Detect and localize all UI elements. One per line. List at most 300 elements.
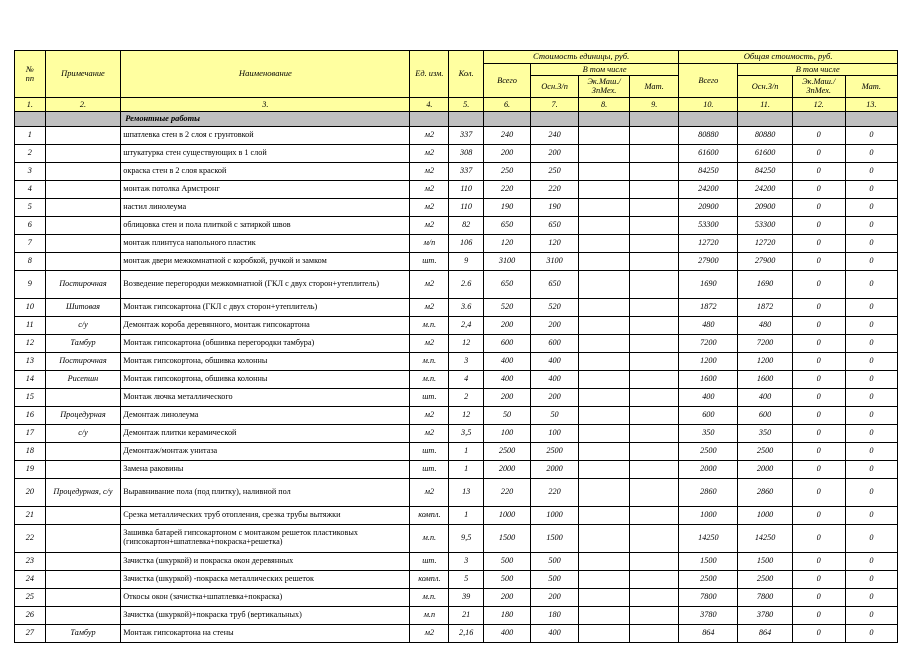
row-cell-unit-total: 500	[484, 552, 531, 570]
row-cell-note	[45, 234, 121, 252]
row-cell-unit: шт.	[410, 388, 449, 406]
row-cell-total-total: 1000	[679, 506, 738, 524]
row-cell-unit-total: 220	[484, 180, 531, 198]
row-cell-note	[45, 180, 121, 198]
row-cell-unit-total: 200	[484, 588, 531, 606]
row-cell-total-total: 61600	[679, 144, 738, 162]
row-cell-total-mash: 0	[792, 198, 845, 216]
row-cell-total-mash: 0	[792, 370, 845, 388]
row-cell-description: Демонтаж линолеума	[121, 406, 410, 424]
row-cell-no: 18	[15, 442, 46, 460]
table-row	[15, 198, 898, 216]
row-cell-description: Монтаж гипсокартона (ГКЛ с двух сторон+утеплитель)	[121, 298, 410, 316]
row-cell-unit-osn-zp: 220	[531, 180, 579, 198]
row-cell-description: Зачистка (шкуркой) -покраска металлических решеток	[121, 570, 410, 588]
colnum-13: 13.	[845, 97, 897, 111]
row-cell-unit-mat	[630, 370, 679, 388]
row-cell-unit-mash	[579, 234, 630, 252]
row-cell-no: 15	[15, 388, 46, 406]
row-cell-quantity: 2	[449, 388, 484, 406]
row-cell-description: Зашивка батарей гипсокартоном с монтажом решеток пластиковых (гипсокартон+шпатлевка+покраска+решетка)	[121, 524, 410, 552]
row-cell-unit: м2	[410, 298, 449, 316]
row-cell-total-total: 1690	[679, 270, 738, 298]
row-cell-total-mat: 0	[845, 144, 897, 162]
row-cell-quantity: 106	[449, 234, 484, 252]
row-cell-unit-total: 190	[484, 198, 531, 216]
section-cell-t-all	[679, 111, 738, 126]
row-cell-unit-mat	[630, 298, 679, 316]
row-cell-unit-osn-zp: 520	[531, 298, 579, 316]
section-header-row	[15, 111, 898, 126]
section-cell-t-mat	[845, 111, 897, 126]
row-cell-unit-mat	[630, 234, 679, 252]
row-cell-unit: м2	[410, 334, 449, 352]
row-cell-total-mash: 0	[792, 234, 845, 252]
table-row	[15, 334, 898, 352]
header-unit-osn-zp: Осн.З/п	[531, 76, 579, 98]
row-cell-total-total: 3780	[679, 606, 738, 624]
row-cell-total-mash: 0	[792, 588, 845, 606]
header-group-total-cost: Общая стоимость, руб.	[679, 51, 898, 64]
row-cell-total-mash: 0	[792, 606, 845, 624]
row-cell-quantity: 13	[449, 478, 484, 506]
row-cell-unit-mash	[579, 316, 630, 334]
colnum-1: 1.	[15, 97, 46, 111]
row-cell-no: 24	[15, 570, 46, 588]
row-cell-unit: м.п.	[410, 352, 449, 370]
row-cell-note	[45, 252, 121, 270]
row-cell-quantity: 9	[449, 252, 484, 270]
row-cell-quantity: 2,4	[449, 316, 484, 334]
row-cell-total-mash: 0	[792, 180, 845, 198]
row-cell-total-mat: 0	[845, 478, 897, 506]
row-cell-total-mash: 0	[792, 298, 845, 316]
row-cell-unit-total: 400	[484, 352, 531, 370]
table-row	[15, 234, 898, 252]
header-unit-mash-line1: Эк.Маш./	[587, 77, 621, 87]
row-cell-total-osn-zp: 84250	[738, 162, 792, 180]
row-cell-total-total: 7200	[679, 334, 738, 352]
colnum-11: 11.	[738, 97, 792, 111]
row-cell-note	[45, 126, 121, 144]
row-cell-total-mat: 0	[845, 442, 897, 460]
row-cell-total-total: 2860	[679, 478, 738, 506]
row-cell-unit-mash	[579, 180, 630, 198]
row-cell-unit-osn-zp: 600	[531, 334, 579, 352]
row-cell-unit-total: 220	[484, 478, 531, 506]
row-cell-unit-total: 200	[484, 144, 531, 162]
row-cell-unit-mat	[630, 270, 679, 298]
row-cell-total-osn-zp: 24200	[738, 180, 792, 198]
table-row	[15, 506, 898, 524]
row-cell-description: монтаж плинтуса напольного пластик	[121, 234, 410, 252]
row-cell-no: 27	[15, 624, 46, 642]
row-cell-unit-osn-zp: 120	[531, 234, 579, 252]
row-cell-unit-osn-zp: 650	[531, 216, 579, 234]
row-cell-description: монтаж двери межкомнатной с коробкой, ручкой и замком	[121, 252, 410, 270]
row-cell-unit-total: 500	[484, 570, 531, 588]
table-row	[15, 252, 898, 270]
row-cell-no: 17	[15, 424, 46, 442]
row-cell-unit-mat	[630, 552, 679, 570]
table-row	[15, 478, 898, 506]
section-cell-u-all	[484, 111, 531, 126]
colnum-6: 6.	[484, 97, 531, 111]
row-cell-unit-total: 2500	[484, 442, 531, 460]
row-cell-description: Срезка металлических труб отопления, срезка трубы вытяжки	[121, 506, 410, 524]
row-cell-unit: м.п.	[410, 588, 449, 606]
row-cell-unit-mat	[630, 216, 679, 234]
row-cell-total-mat: 0	[845, 298, 897, 316]
row-cell-total-mash: 0	[792, 334, 845, 352]
row-cell-unit-total: 400	[484, 370, 531, 388]
row-cell-note: Процедурная	[45, 406, 121, 424]
row-cell-unit-mash	[579, 424, 630, 442]
row-cell-quantity: 82	[449, 216, 484, 234]
row-cell-unit-total: 2000	[484, 460, 531, 478]
row-cell-total-mat: 0	[845, 424, 897, 442]
row-cell-total-mash: 0	[792, 126, 845, 144]
row-cell-total-total: 1500	[679, 552, 738, 570]
row-cell-total-mash: 0	[792, 570, 845, 588]
row-cell-no: 19	[15, 460, 46, 478]
row-cell-total-mash: 0	[792, 442, 845, 460]
row-cell-unit-mash	[579, 406, 630, 424]
row-cell-unit-total: 50	[484, 406, 531, 424]
row-cell-unit-mat	[630, 352, 679, 370]
row-cell-unit: м2	[410, 180, 449, 198]
row-cell-total-mat: 0	[845, 460, 897, 478]
row-cell-unit-total: 3100	[484, 252, 531, 270]
row-cell-total-total: 27900	[679, 252, 738, 270]
row-cell-quantity: 3	[449, 352, 484, 370]
row-cell-no: 10	[15, 298, 46, 316]
row-cell-note	[45, 460, 121, 478]
row-cell-no: 22	[15, 524, 46, 552]
row-cell-unit-mat	[630, 126, 679, 144]
row-cell-unit: м2	[410, 126, 449, 144]
row-cell-no: 9	[15, 270, 46, 298]
row-cell-total-total: 2000	[679, 460, 738, 478]
row-cell-total-mat: 0	[845, 352, 897, 370]
row-cell-unit-mat	[630, 388, 679, 406]
header-group-unit-cost: Стоимость единицы, руб.	[484, 51, 679, 64]
row-cell-unit: м2	[410, 478, 449, 506]
row-cell-description: монтаж потолка Армстронг	[121, 180, 410, 198]
row-cell-total-mat: 0	[845, 198, 897, 216]
header-total-mash	[792, 76, 845, 98]
row-cell-unit: м2	[410, 144, 449, 162]
row-cell-description: Демонтаж короба деревянного, монтаж гипсокартона	[121, 316, 410, 334]
row-cell-unit-mash	[579, 334, 630, 352]
section-title: Ремонтные работы	[121, 111, 410, 126]
table-body	[15, 111, 898, 642]
row-cell-unit-total: 200	[484, 316, 531, 334]
row-cell-description: Выравнивание пола (под плитку), наливной пол	[121, 478, 410, 506]
row-cell-note	[45, 216, 121, 234]
row-cell-quantity: 337	[449, 126, 484, 144]
section-cell-u-mat	[630, 111, 679, 126]
row-cell-quantity: 2.6	[449, 270, 484, 298]
section-cell-t-mash	[792, 111, 845, 126]
header-total-mash-line2: ЗпМех.	[806, 86, 832, 96]
row-cell-total-total: 1600	[679, 370, 738, 388]
row-cell-description: Монтаж гипсокортона, обшивка колонны	[121, 352, 410, 370]
table-row	[15, 180, 898, 198]
row-cell-unit-mat	[630, 606, 679, 624]
header-total-osn-zp: Осн.З/п	[738, 76, 792, 98]
row-cell-note	[45, 198, 121, 216]
row-cell-description: окраска стен в 2 слоя краской	[121, 162, 410, 180]
row-cell-unit-osn-zp: 400	[531, 352, 579, 370]
row-cell-unit: шт.	[410, 442, 449, 460]
row-cell-unit-mash	[579, 460, 630, 478]
row-cell-no: 7	[15, 234, 46, 252]
row-cell-no: 16	[15, 406, 46, 424]
row-cell-total-mat: 0	[845, 252, 897, 270]
row-cell-unit-osn-zp: 1500	[531, 524, 579, 552]
row-cell-total-total: 12720	[679, 234, 738, 252]
row-cell-unit: м2	[410, 624, 449, 642]
row-cell-unit-mash	[579, 352, 630, 370]
row-cell-total-total: 2500	[679, 570, 738, 588]
row-cell-total-mat: 0	[845, 588, 897, 606]
row-cell-total-total: 864	[679, 624, 738, 642]
row-cell-unit-osn-zp: 2500	[531, 442, 579, 460]
row-cell-total-mat: 0	[845, 552, 897, 570]
row-cell-total-total: 2500	[679, 442, 738, 460]
row-cell-note: с/у	[45, 424, 121, 442]
row-cell-unit-osn-zp: 220	[531, 478, 579, 506]
row-cell-total-mash: 0	[792, 524, 845, 552]
row-cell-no: 4	[15, 180, 46, 198]
table-row	[15, 352, 898, 370]
row-cell-unit-total: 650	[484, 216, 531, 234]
row-cell-no: 26	[15, 606, 46, 624]
row-cell-note: Рисепшн	[45, 370, 121, 388]
row-cell-unit-mat	[630, 442, 679, 460]
row-cell-total-osn-zp: 1200	[738, 352, 792, 370]
row-cell-unit-mat	[630, 334, 679, 352]
row-cell-total-mat: 0	[845, 234, 897, 252]
row-cell-unit-osn-zp: 200	[531, 388, 579, 406]
row-cell-total-total: 80880	[679, 126, 738, 144]
row-cell-unit: м.п.	[410, 316, 449, 334]
row-cell-unit-osn-zp: 200	[531, 588, 579, 606]
row-cell-unit-total: 240	[484, 126, 531, 144]
row-cell-total-osn-zp: 2500	[738, 442, 792, 460]
row-cell-quantity: 3,5	[449, 424, 484, 442]
row-cell-unit: м2	[410, 270, 449, 298]
row-cell-total-total: 350	[679, 424, 738, 442]
row-cell-total-mat: 0	[845, 180, 897, 198]
row-cell-no: 8	[15, 252, 46, 270]
row-cell-total-mat: 0	[845, 370, 897, 388]
row-cell-total-mat: 0	[845, 216, 897, 234]
header-unit-mash	[579, 76, 630, 98]
row-cell-unit-mat	[630, 506, 679, 524]
row-cell-total-osn-zp: 12720	[738, 234, 792, 252]
row-cell-total-total: 400	[679, 388, 738, 406]
row-cell-no: 11	[15, 316, 46, 334]
row-cell-unit-mash	[579, 524, 630, 552]
row-cell-total-mat: 0	[845, 506, 897, 524]
row-cell-unit-mash	[579, 370, 630, 388]
colnum-7: 7.	[531, 97, 579, 111]
row-cell-unit: м2	[410, 198, 449, 216]
row-cell-no: 5	[15, 198, 46, 216]
header-col-unit: Ед. изм.	[410, 51, 449, 98]
row-cell-description: Монтаж гипсокортона, обшивка колонны	[121, 370, 410, 388]
row-cell-total-mat: 0	[845, 624, 897, 642]
row-cell-note	[45, 442, 121, 460]
row-cell-total-osn-zp: 480	[738, 316, 792, 334]
row-cell-quantity: 5	[449, 570, 484, 588]
row-cell-unit: м2	[410, 424, 449, 442]
row-cell-unit-osn-zp: 3100	[531, 252, 579, 270]
row-cell-unit-osn-zp: 650	[531, 270, 579, 298]
table-row	[15, 144, 898, 162]
row-cell-total-mat: 0	[845, 524, 897, 552]
row-cell-unit-mat	[630, 316, 679, 334]
row-cell-description: Демонтаж/монтаж унитаза	[121, 442, 410, 460]
header-total-included: В том числе	[738, 63, 898, 75]
row-cell-unit-total: 120	[484, 234, 531, 252]
row-cell-description: Монтаж гипсокартона (обшивка перегородки тамбура)	[121, 334, 410, 352]
row-cell-quantity: 3	[449, 552, 484, 570]
row-cell-note	[45, 606, 121, 624]
row-cell-total-mash: 0	[792, 624, 845, 642]
row-cell-unit-mat	[630, 252, 679, 270]
table-header	[15, 51, 898, 112]
row-cell-total-mash: 0	[792, 216, 845, 234]
row-cell-total-total: 1200	[679, 352, 738, 370]
row-cell-total-total: 84250	[679, 162, 738, 180]
row-cell-unit-mat	[630, 144, 679, 162]
row-cell-description: Откосы окон (зачистка+шпатлевка+покраска)	[121, 588, 410, 606]
section-cell-t-zp	[738, 111, 792, 126]
row-cell-description: шпатлевка стен в 2 слоя с грунтовкой	[121, 126, 410, 144]
section-cell-qty	[449, 111, 484, 126]
row-cell-unit: м2	[410, 406, 449, 424]
row-cell-quantity: 308	[449, 144, 484, 162]
row-cell-total-mat: 0	[845, 570, 897, 588]
row-cell-quantity: 21	[449, 606, 484, 624]
row-cell-unit-mash	[579, 216, 630, 234]
row-cell-total-mat: 0	[845, 406, 897, 424]
row-cell-note: Тамбур	[45, 624, 121, 642]
row-cell-unit-osn-zp: 190	[531, 198, 579, 216]
row-cell-note: с/у	[45, 316, 121, 334]
row-cell-total-osn-zp: 2000	[738, 460, 792, 478]
table-row	[15, 270, 898, 298]
table-row	[15, 162, 898, 180]
row-cell-total-mat: 0	[845, 126, 897, 144]
row-cell-unit-total: 650	[484, 270, 531, 298]
row-cell-no: 2	[15, 144, 46, 162]
row-cell-unit: компл.	[410, 570, 449, 588]
row-cell-unit: м2	[410, 216, 449, 234]
colnum-9: 9.	[630, 97, 679, 111]
row-cell-description: Зачистка (шкуркой) и покраска окон деревянных	[121, 552, 410, 570]
table-row	[15, 406, 898, 424]
row-cell-unit-mat	[630, 198, 679, 216]
row-cell-unit: м.п	[410, 606, 449, 624]
row-cell-no: 23	[15, 552, 46, 570]
row-cell-unit-total: 1500	[484, 524, 531, 552]
header-unit-mash-line2: ЗпМех.	[591, 86, 617, 96]
row-cell-no: 6	[15, 216, 46, 234]
row-cell-unit-total: 250	[484, 162, 531, 180]
row-cell-total-osn-zp: 20900	[738, 198, 792, 216]
row-cell-total-osn-zp: 3780	[738, 606, 792, 624]
row-cell-unit-mash	[579, 506, 630, 524]
row-cell-total-mash: 0	[792, 252, 845, 270]
row-cell-unit-mash	[579, 162, 630, 180]
row-cell-total-osn-zp: 2500	[738, 570, 792, 588]
row-cell-note	[45, 570, 121, 588]
row-cell-total-osn-zp: 80880	[738, 126, 792, 144]
row-cell-unit-mat	[630, 406, 679, 424]
row-cell-unit: м.п.	[410, 524, 449, 552]
row-cell-total-osn-zp: 27900	[738, 252, 792, 270]
row-cell-total-total: 480	[679, 316, 738, 334]
row-cell-quantity: 9,5	[449, 524, 484, 552]
colnum-12: 12.	[792, 97, 845, 111]
row-cell-unit-mash	[579, 198, 630, 216]
colnum-4: 4.	[410, 97, 449, 111]
row-cell-description: Монтаж гипсокартона на стены	[121, 624, 410, 642]
row-cell-description: Монтаж лючка металлического	[121, 388, 410, 406]
row-cell-unit-mash	[579, 624, 630, 642]
table-row	[15, 298, 898, 316]
row-cell-total-mash: 0	[792, 144, 845, 162]
header-total-mash-line1: Эк.Маш./	[802, 77, 836, 87]
row-cell-description: Демонтаж плитки керамической	[121, 424, 410, 442]
row-cell-total-total: 14250	[679, 524, 738, 552]
row-cell-total-mash: 0	[792, 162, 845, 180]
row-cell-unit-total: 180	[484, 606, 531, 624]
row-cell-unit-osn-zp: 180	[531, 606, 579, 624]
table-row	[15, 570, 898, 588]
row-cell-unit-total: 200	[484, 388, 531, 406]
row-cell-unit-osn-zp: 50	[531, 406, 579, 424]
row-cell-total-mash: 0	[792, 506, 845, 524]
header-col-no	[15, 51, 46, 98]
row-cell-no: 20	[15, 478, 46, 506]
table-row	[15, 216, 898, 234]
row-cell-unit-mat	[630, 570, 679, 588]
row-cell-unit-mash	[579, 270, 630, 298]
section-cell-unit	[410, 111, 449, 126]
header-unit-included: В том числе	[531, 63, 679, 75]
row-cell-note: Тамбур	[45, 334, 121, 352]
row-cell-unit-mash	[579, 588, 630, 606]
table-row	[15, 424, 898, 442]
row-cell-quantity: 1	[449, 506, 484, 524]
row-cell-total-mat: 0	[845, 388, 897, 406]
table-row	[15, 388, 898, 406]
colnum-8: 8.	[579, 97, 630, 111]
row-cell-unit-mat	[630, 524, 679, 552]
table-row	[15, 460, 898, 478]
table-row	[15, 370, 898, 388]
row-cell-unit-mash	[579, 552, 630, 570]
row-cell-total-osn-zp: 2860	[738, 478, 792, 506]
row-cell-unit: компл.	[410, 506, 449, 524]
row-cell-unit-osn-zp: 100	[531, 424, 579, 442]
estimate-table	[14, 50, 898, 643]
